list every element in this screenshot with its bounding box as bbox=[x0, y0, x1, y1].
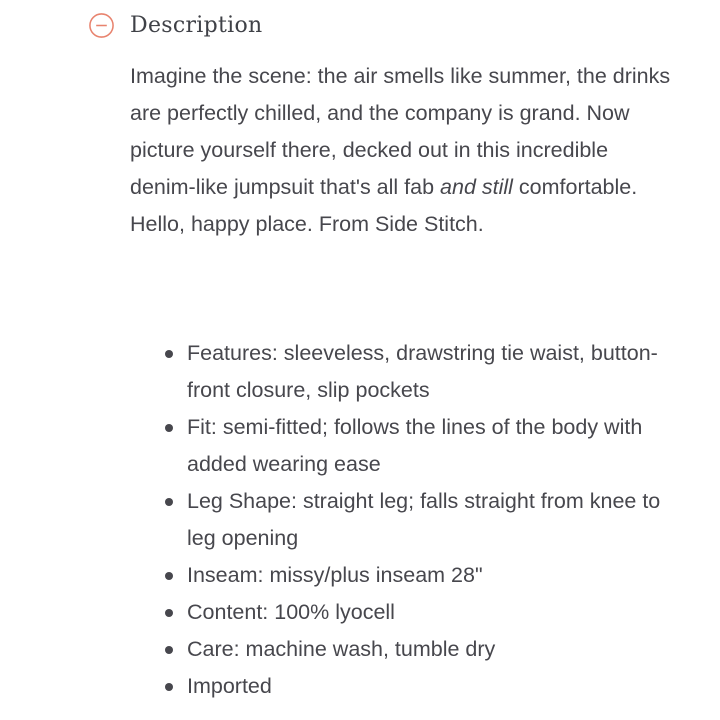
bullet-icon bbox=[165, 572, 173, 580]
list-item-text: Fit: semi-fitted; follows the lines of the body with added wearing ease bbox=[187, 415, 643, 476]
minus-circle-icon[interactable] bbox=[88, 12, 115, 39]
list-item-text: Imported bbox=[187, 674, 272, 698]
bullet-icon bbox=[165, 646, 173, 654]
list-item-imported bbox=[162, 668, 682, 705]
list-item-leg-shape bbox=[162, 483, 682, 557]
bullet-icon bbox=[165, 683, 173, 691]
description-text-part-2: comfortable. Hello, happy place. From Side Stitch. bbox=[130, 175, 638, 236]
list-item-features bbox=[162, 335, 682, 409]
description-text-part-1: Imagine the scene: the air smells like summer, the drinks are perfectly chilled, and the company is grand. Now picture yourself there, decked out in this incredible denim-like jumpsuit that's all fab bbox=[130, 64, 671, 199]
list-item-care bbox=[162, 631, 682, 668]
list-item-text: Features: sleeveless, drawstring tie waist, button-front closure, slip pockets bbox=[187, 341, 658, 402]
description-emphasis: and still bbox=[440, 175, 513, 199]
list-item-content bbox=[162, 594, 682, 631]
features-list bbox=[162, 335, 682, 705]
list-item-text: Care: machine wash, tumble dry bbox=[187, 637, 496, 661]
description-heading: Description bbox=[130, 12, 263, 38]
list-item-text: Content: 100% lyocell bbox=[187, 600, 395, 624]
bullet-icon bbox=[165, 424, 173, 432]
list-item-fit bbox=[162, 409, 682, 483]
list-item-text: Inseam: missy/plus inseam 28" bbox=[187, 563, 483, 587]
bullet-icon bbox=[165, 609, 173, 617]
description-paragraph bbox=[130, 58, 675, 243]
description-text bbox=[130, 58, 675, 243]
bullet-icon bbox=[165, 350, 173, 358]
description-accordion-toggle[interactable] bbox=[88, 8, 263, 42]
list-item-text: Leg Shape: straight leg; falls straight from knee to leg opening bbox=[187, 489, 661, 550]
bullet-icon bbox=[165, 498, 173, 506]
list-item-inseam bbox=[162, 557, 682, 594]
